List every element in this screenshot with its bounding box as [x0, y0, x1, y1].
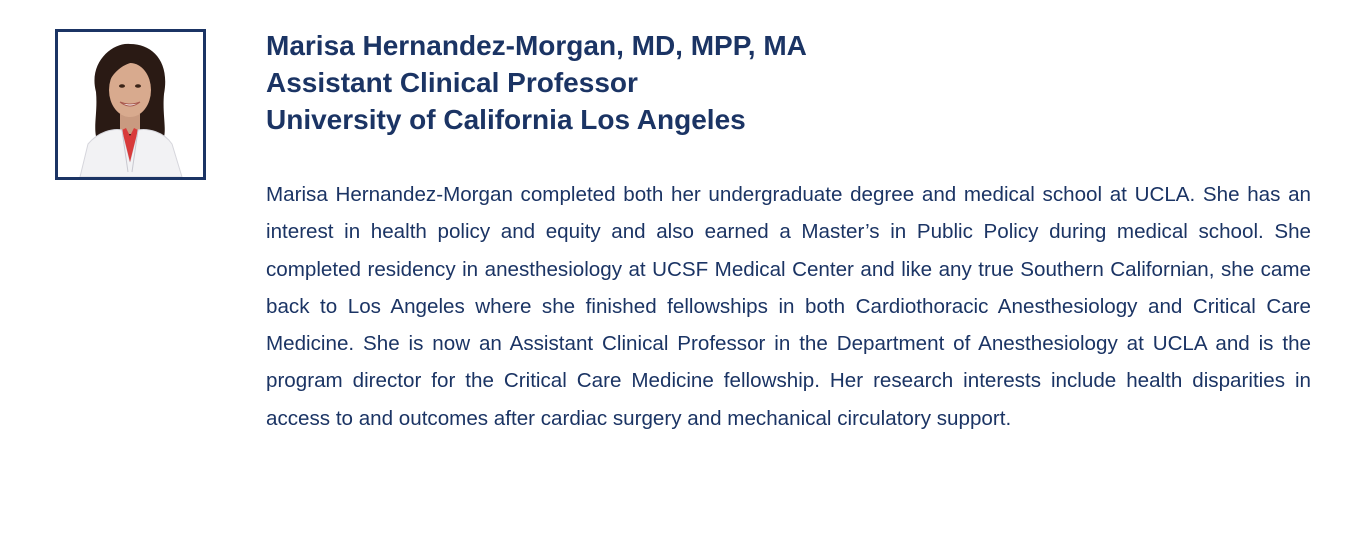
profile-header: [266, 27, 807, 138]
portrait-image: [58, 32, 203, 177]
profile-title: Assistant Clinical Professor: [266, 67, 638, 98]
profile-name: Marisa Hernandez-Morgan, MD, MPP, MA: [266, 30, 807, 61]
profile-bio: Marisa Hernandez-Morgan completed both her undergraduate degree and medical school at UCLA. She has an interest in health policy and equity and also earned a Master’s in Public Policy during medical school. She completed residency in anesthesiology at UCSF Medical Center and like any true Southern Californian, she came back to Los Angeles where she finished fellowships in both Cardiothoracic Anesthesiology and Critical Care Medicine. She is now an Assistant Clinical Professor in the Department of Anesthesiology at UCLA and is the program director for the Critical Care Medicine fellowship. Her research interests include health disparities in access to and outcomes after cardiac surgery and mechanical circulatory support.: [266, 183, 1311, 430]
profile-photo: [55, 29, 206, 180]
profile-institution: University of California Los Angeles: [266, 104, 746, 135]
